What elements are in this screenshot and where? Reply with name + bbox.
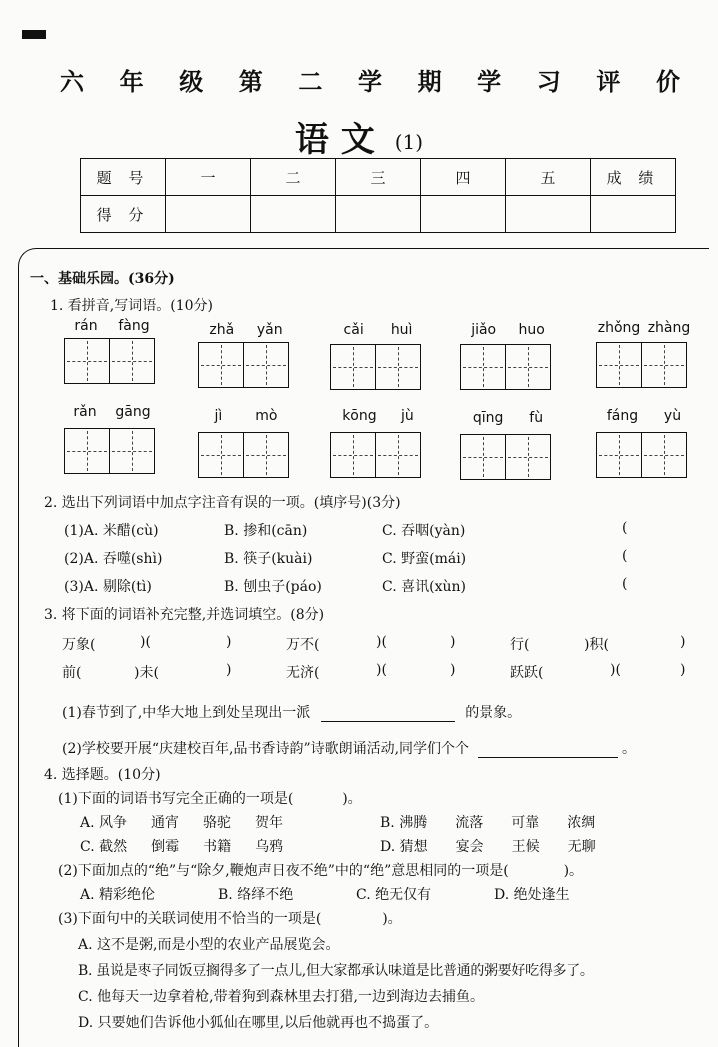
option-text: 王候 xyxy=(511,839,540,855)
option-text: D. 只要她们告诉他小狐仙在哪里,以后他就再也不捣蛋了。 xyxy=(78,1015,439,1031)
option-text: B. 筷子(kuài) xyxy=(224,551,313,567)
pinyin: yù xyxy=(663,408,682,424)
idiom-fill[interactable]: ) xyxy=(226,634,232,650)
idiom-fill[interactable]: )积( xyxy=(584,637,609,653)
title-char: 六 xyxy=(60,67,84,96)
title-char: 二 xyxy=(298,67,323,96)
option-text: C. 吞咽(yàn) xyxy=(382,523,466,539)
title-char: 学 xyxy=(477,67,502,96)
option-text: 贺年 xyxy=(255,815,284,831)
writing-box[interactable] xyxy=(330,344,421,390)
pinyin: rán xyxy=(74,318,98,334)
option-text: 书籍 xyxy=(203,839,232,855)
pinyin: fáng xyxy=(606,408,639,424)
idiom-fill[interactable]: )( xyxy=(376,662,387,678)
score-cell: 成 绩 xyxy=(591,159,676,196)
pinyin: cǎi xyxy=(343,322,364,338)
pinyin-group xyxy=(594,408,694,424)
score-table-header-row xyxy=(81,159,676,196)
writing-box[interactable] xyxy=(460,434,551,480)
pinyin: qīng xyxy=(472,410,504,426)
pinyin-group xyxy=(64,404,160,420)
idiom-fill[interactable]: )( xyxy=(376,634,387,650)
choice-stem xyxy=(58,860,583,880)
score-input-cell[interactable] xyxy=(421,196,506,233)
pinyin: huo xyxy=(518,322,545,338)
pinyin-group xyxy=(460,322,556,338)
score-cell: 四 xyxy=(421,159,506,196)
score-table xyxy=(80,158,676,233)
score-cell: 题 号 xyxy=(81,159,166,196)
score-input-cell[interactable] xyxy=(336,196,421,233)
option-row xyxy=(80,812,283,832)
score-cell: 一 xyxy=(166,159,251,196)
pinyin-group xyxy=(198,322,294,338)
stem-text: )。 xyxy=(382,911,402,927)
option-text: 通宵 xyxy=(151,815,180,831)
pinyin: zhàng xyxy=(647,320,691,336)
answer-blank[interactable] xyxy=(321,705,455,722)
idiom-fill[interactable]: 跃跃( xyxy=(510,665,544,681)
title-char: 评 xyxy=(596,67,621,96)
section-title: 一、基础乐园。(36分) xyxy=(30,271,175,287)
question-title: 1. 看拼音,写词语。(10分) xyxy=(50,298,213,314)
option-text: 宴会 xyxy=(455,839,484,855)
pinyin: jù xyxy=(401,408,414,424)
option-text: B. 刨虫子(páo) xyxy=(224,579,322,595)
question-title: 2. 选出下列词语中加点字注音有误的一项。(填序号)(3分) xyxy=(44,495,401,511)
pinyin-group xyxy=(198,408,294,424)
answer-bracket[interactable]: ( xyxy=(622,520,628,536)
pinyin-group xyxy=(64,318,160,334)
idiom-fill[interactable]: ) xyxy=(680,662,686,678)
choice-stem xyxy=(58,788,362,808)
title-char: 期 xyxy=(417,67,442,96)
pinyin-group xyxy=(594,320,694,336)
choice-stem xyxy=(58,908,402,928)
option-text: B. 络绎不绝 xyxy=(218,887,294,903)
pinyin: jì xyxy=(214,408,223,424)
writing-box[interactable] xyxy=(596,342,687,388)
question-title: 4. 选择题。(10分) xyxy=(44,767,161,783)
pinyin-group xyxy=(460,410,556,426)
option-text: (2)A. 吞噬(shì) xyxy=(64,551,163,567)
score-table-score-row xyxy=(81,196,676,233)
pinyin: mò xyxy=(255,408,278,424)
pinyin: rǎn xyxy=(73,404,97,420)
option-text: B. 沸腾 xyxy=(380,815,428,831)
option-text: (1)A. 米醋(cù) xyxy=(64,523,159,539)
score-input-cell[interactable] xyxy=(166,196,251,233)
sentence-text: (1)春节到了,中华大地上到处呈现出一派 xyxy=(62,705,311,721)
title-char: 级 xyxy=(179,67,204,96)
score-input-cell[interactable] xyxy=(251,196,336,233)
option-text: 无聊 xyxy=(567,839,596,855)
stem-text: )。 xyxy=(563,863,584,879)
option-text: 浓绸 xyxy=(567,815,596,831)
pinyin: gāng xyxy=(115,404,151,420)
stem-text: (2)下面加点的“绝”与“除夕,鞭炮声日夜不绝”中的“绝”意思相同的一项是( xyxy=(58,863,509,879)
pinyin: fàng xyxy=(118,318,150,334)
idiom-fill[interactable]: )( xyxy=(610,662,621,678)
score-input-cell[interactable] xyxy=(591,196,676,233)
option-text: B. 掺和(cān) xyxy=(224,523,308,539)
idiom-fill[interactable]: 行( xyxy=(510,637,530,653)
writing-box[interactable] xyxy=(460,344,551,390)
option-text: 骆驼 xyxy=(203,815,232,831)
title-char: 价 xyxy=(655,67,680,96)
idiom-fill[interactable]: ) xyxy=(450,662,456,678)
pinyin: kōng xyxy=(342,408,377,424)
sentence-text: 的景象。 xyxy=(465,705,522,721)
idiom-fill[interactable]: 万象( xyxy=(62,637,96,653)
subject-name: 语 文 xyxy=(294,120,375,160)
idiom-fill[interactable]: 前( xyxy=(62,665,82,681)
option-text: 流落 xyxy=(455,815,484,831)
title-char: 习 xyxy=(536,67,561,96)
corner-mark xyxy=(22,30,46,39)
exam-title xyxy=(60,62,680,97)
idiom-fill[interactable]: )未( xyxy=(134,665,159,681)
option-text: C. 截然 xyxy=(80,839,128,855)
stem-text: (1)下面的词语书写完全正确的一项是( xyxy=(58,791,294,807)
fill-sentence-1 xyxy=(62,702,521,722)
pinyin: fù xyxy=(529,410,544,426)
writing-box[interactable] xyxy=(330,432,421,478)
score-cell: 得 分 xyxy=(81,196,166,233)
option-text: (3)A. 剔除(tì) xyxy=(64,579,152,595)
pinyin: huì xyxy=(390,322,413,338)
option-text: C. 他每天一边拿着枪,带着狗到森林里去打猎,一边到海边去捕鱼。 xyxy=(78,989,485,1005)
pinyin: zhǒng xyxy=(597,320,641,336)
option-row xyxy=(80,836,283,856)
pinyin: jiǎo xyxy=(471,322,497,338)
writing-box[interactable] xyxy=(198,342,289,388)
idiom-fill[interactable]: 无济( xyxy=(286,665,320,681)
option-text: 可靠 xyxy=(511,815,540,831)
fill-sentence-2 xyxy=(62,738,636,758)
option-text: A. 精彩绝伦 xyxy=(80,887,156,903)
idiom-fill[interactable]: 万不( xyxy=(286,637,320,653)
title-char: 年 xyxy=(119,67,144,96)
sentence-text: (2)学校要开展“庆建校百年,品书香诗韵”诗歌朗诵活动,同学们个个 xyxy=(62,741,470,757)
option-text: A. 风争 xyxy=(80,815,128,831)
option-row xyxy=(380,812,595,832)
pinyin-group xyxy=(330,322,426,338)
option-text: 倒霉 xyxy=(151,839,180,855)
answer-bracket[interactable]: ( xyxy=(622,548,628,564)
writing-box[interactable] xyxy=(198,432,289,478)
pinyin: yǎn xyxy=(256,322,283,338)
writing-box[interactable] xyxy=(64,428,155,474)
score-cell: 二 xyxy=(251,159,336,196)
pinyin-group xyxy=(330,408,426,424)
option-text: D. 绝处逢生 xyxy=(494,887,570,903)
stem-text: )。 xyxy=(342,791,362,807)
pinyin: zhǎ xyxy=(209,322,235,338)
option-text: B. 虽说是枣子同饭豆搁得多了一点儿,但大家都承认味道是比普通的粥要好吃得多了。 xyxy=(78,963,594,979)
question-title: 3. 将下面的词语补充完整,并选词填空。(8分) xyxy=(44,607,325,623)
idiom-fill[interactable]: ) xyxy=(680,634,686,650)
score-input-cell[interactable] xyxy=(506,196,591,233)
writing-box[interactable] xyxy=(596,432,687,478)
idiom-fill[interactable]: )( xyxy=(140,634,151,650)
subject-heading xyxy=(0,112,718,161)
answer-bracket[interactable]: ( xyxy=(622,576,628,592)
option-text: A. 这不是粥,而是小型的农业产品展览会。 xyxy=(78,937,340,953)
option-text: C. 野蛮(mái) xyxy=(382,551,467,567)
writing-box[interactable] xyxy=(64,338,155,384)
title-char: 第 xyxy=(238,67,263,96)
option-text: D. 猜想 xyxy=(380,839,428,855)
option-text: 乌鸦 xyxy=(255,839,284,855)
title-char: 学 xyxy=(357,67,382,96)
idiom-fill[interactable]: ) xyxy=(450,634,456,650)
idiom-fill[interactable]: ) xyxy=(226,662,232,678)
option-row xyxy=(380,836,596,856)
score-cell: 五 xyxy=(506,159,591,196)
answer-blank[interactable] xyxy=(478,741,618,758)
option-text: C. 绝无仅有 xyxy=(356,887,432,903)
stem-text: (3)下面句中的关联词使用不恰当的一项是( xyxy=(58,911,322,927)
option-text: C. 喜讯(xùn) xyxy=(382,579,466,595)
sentence-text: 。 xyxy=(621,741,636,757)
volume-label: (1) xyxy=(394,130,424,154)
score-cell: 三 xyxy=(336,159,421,196)
